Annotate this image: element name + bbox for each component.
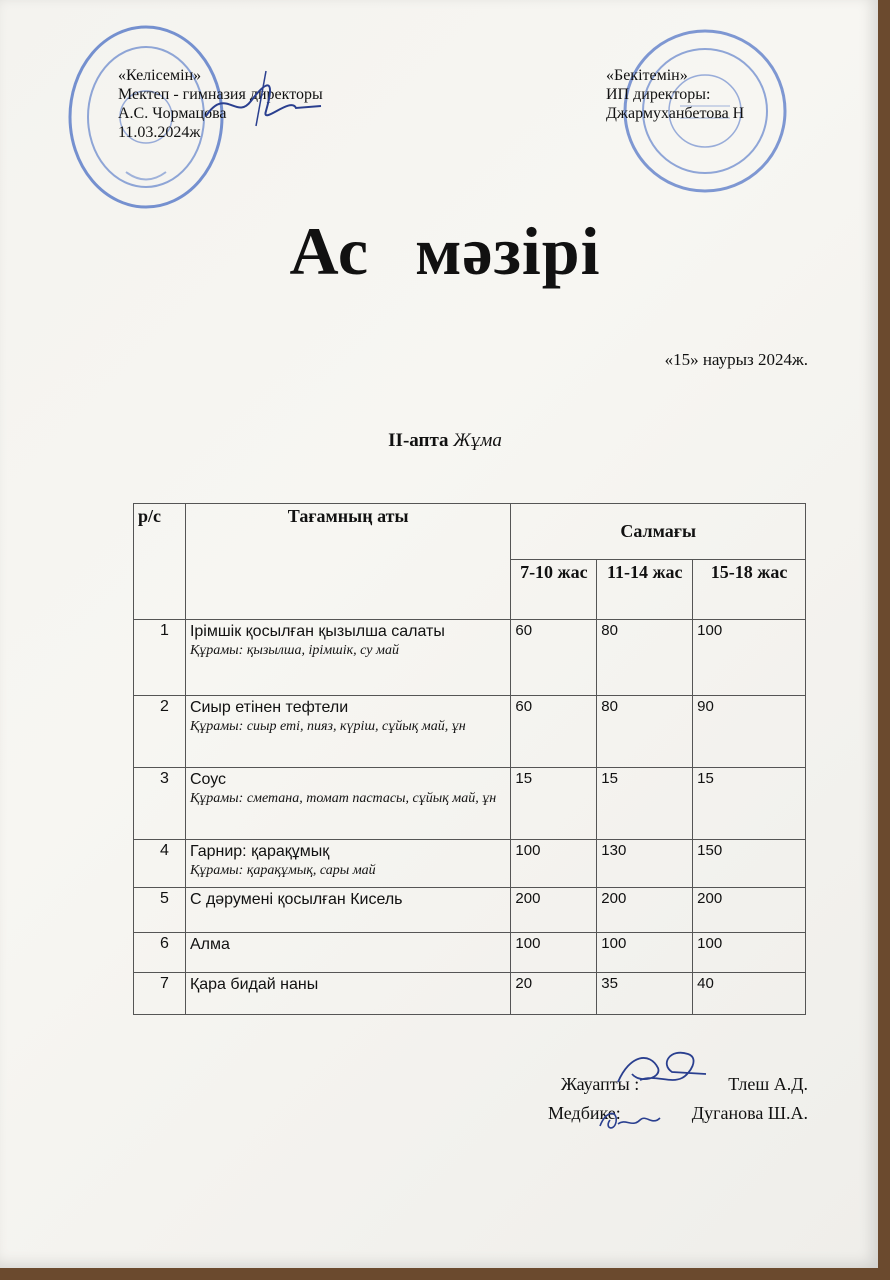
row-number: 6 bbox=[134, 933, 186, 973]
nurse-signature bbox=[596, 1104, 662, 1138]
table-row bbox=[134, 840, 806, 888]
weight-11-14: 100 bbox=[597, 933, 693, 973]
weight-7-10: 20 bbox=[511, 973, 597, 1015]
dish-name: Гарнир: қарақұмық bbox=[189, 843, 330, 860]
weight-11-14: 15 bbox=[597, 768, 693, 840]
col-header-num: р/с bbox=[134, 504, 186, 620]
page-title: Ас мәзірі bbox=[289, 213, 601, 289]
dish-composition: Құрамы: сиыр еті, пияз, күріш, сұйық май, ұн bbox=[189, 719, 466, 734]
approval-left-heading: «Келісемін» bbox=[118, 67, 202, 84]
row-number: 7 bbox=[134, 973, 186, 1015]
day-label: Жұма bbox=[453, 430, 502, 451]
weight-15-18: 100 bbox=[693, 933, 806, 973]
dish-name: Соус bbox=[189, 771, 227, 788]
responsible-signature bbox=[610, 1044, 710, 1096]
director-signature bbox=[196, 66, 326, 136]
weight-7-10: 15 bbox=[511, 768, 597, 840]
table-row bbox=[134, 620, 806, 696]
weight-11-14: 130 bbox=[597, 840, 693, 888]
menu-date: «15» наурыз 2024ж. bbox=[664, 350, 808, 369]
dish-composition: Құрамы: сметана, томат пастасы, сұйық май, ұн bbox=[189, 791, 497, 806]
approval-right-position: ИП директоры: bbox=[606, 86, 711, 103]
weight-15-18: 40 bbox=[693, 973, 806, 1015]
approval-block-right bbox=[606, 66, 744, 123]
weight-15-18: 15 bbox=[693, 768, 806, 840]
dish-name: Сиыр етінен тефтели bbox=[189, 699, 349, 716]
weight-7-10: 60 bbox=[511, 620, 597, 696]
dish-name: Алма bbox=[189, 936, 230, 953]
col-header-age-1: 7-10 жас bbox=[511, 560, 597, 620]
weight-15-18: 90 bbox=[693, 696, 806, 768]
approval-right-heading: «Бекітемін» bbox=[606, 67, 688, 84]
approval-left-position: Мектеп - гимназия директоры bbox=[118, 86, 323, 103]
weight-11-14: 35 bbox=[597, 973, 693, 1015]
responsible-label: Жауапты : bbox=[560, 1074, 640, 1094]
col-header-name: Тағамның аты bbox=[185, 504, 510, 620]
table-row bbox=[134, 933, 806, 973]
dish-name: Қара бидай наны bbox=[189, 976, 319, 993]
weight-7-10: 100 bbox=[511, 933, 597, 973]
dish-cell bbox=[185, 973, 510, 1015]
dish-cell bbox=[185, 888, 510, 933]
nurse-label: Медбике: bbox=[548, 1103, 621, 1123]
dish-composition: Құрамы: қызылша, ірімшік, су май bbox=[189, 643, 399, 658]
table-row bbox=[134, 888, 806, 933]
nurse-name: Дуганова Ш.А. bbox=[691, 1103, 808, 1123]
row-number: 2 bbox=[134, 696, 186, 768]
row-number: 4 bbox=[134, 840, 186, 888]
dish-name: Ірімшік қосылған қызылша салаты bbox=[189, 623, 445, 640]
dish-cell bbox=[185, 840, 510, 888]
table-row bbox=[134, 973, 806, 1015]
dish-name: С дәрумені қосылған Кисель bbox=[189, 891, 403, 908]
menu-table bbox=[133, 503, 806, 1015]
weight-11-14: 80 bbox=[597, 620, 693, 696]
approval-left-date: 11.03.2024ж bbox=[118, 124, 201, 141]
weight-7-10: 60 bbox=[511, 696, 597, 768]
dish-cell bbox=[185, 620, 510, 696]
col-header-age-2: 11-14 жас bbox=[597, 560, 693, 620]
weight-7-10: 100 bbox=[511, 840, 597, 888]
col-header-weight: Салмағы bbox=[511, 504, 806, 560]
col-header-age-3: 15-18 жас bbox=[693, 560, 806, 620]
table-row bbox=[134, 696, 806, 768]
dish-cell bbox=[185, 933, 510, 973]
approval-left-name: А.С. Чормацова bbox=[118, 105, 227, 122]
week-label: II-апта bbox=[388, 430, 449, 451]
table-row bbox=[134, 768, 806, 840]
nurse-signature-line bbox=[548, 1103, 808, 1124]
weight-15-18: 150 bbox=[693, 840, 806, 888]
approval-right-name: Джармуханбетова Н bbox=[606, 105, 745, 122]
dish-cell bbox=[185, 696, 510, 768]
weight-15-18: 200 bbox=[693, 888, 806, 933]
weight-7-10: 200 bbox=[511, 888, 597, 933]
dish-cell bbox=[185, 768, 510, 840]
row-number: 1 bbox=[134, 620, 186, 696]
weight-11-14: 200 bbox=[597, 888, 693, 933]
weight-15-18: 100 bbox=[693, 620, 806, 696]
row-number: 3 bbox=[134, 768, 186, 840]
weight-11-14: 80 bbox=[597, 696, 693, 768]
responsible-name: Тлеш А.Д. bbox=[728, 1074, 808, 1094]
dish-composition: Құрамы: қарақұмық, сары май bbox=[189, 863, 376, 878]
row-number: 5 bbox=[134, 888, 186, 933]
week-day-heading bbox=[0, 430, 890, 452]
